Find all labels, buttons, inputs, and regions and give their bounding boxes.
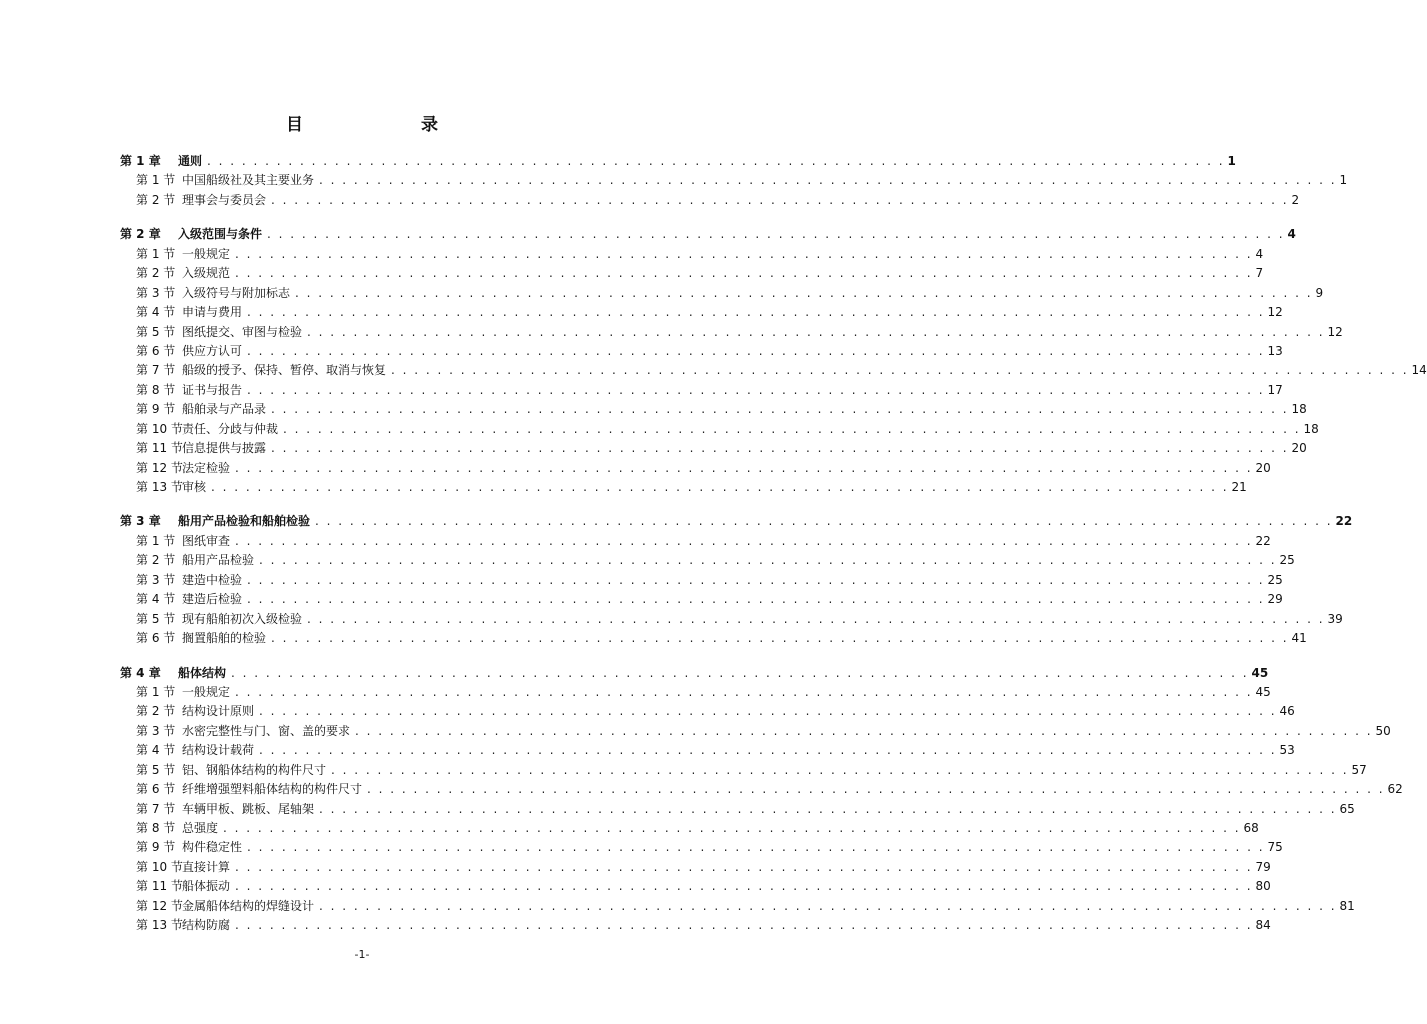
- entry-number: 第 11 节: [136, 441, 183, 456]
- entry-number: 第 5 节: [136, 324, 176, 339]
- dot-leader: . . . . . . . . . . . . . . . . . . . . . . . . . . . . . . . . . . . . . . . . . . . . . . . . . . . . . . . . . . . . . . . . . . . . . . . . . . . . . . . . . . . . . . . .: [367, 782, 1385, 797]
- entry-page-number: 22: [1255, 533, 1271, 548]
- entry-title: 责任、分歧与仲裁: [182, 421, 279, 436]
- entry-title: 图纸审查: [182, 533, 231, 548]
- entry-title: 船体振动: [182, 879, 231, 894]
- entry-page-number: 57: [1351, 762, 1367, 777]
- section-entry[interactable]: [136, 629, 1307, 648]
- section-entry[interactable]: [136, 838, 1283, 857]
- page-number-footer: -1-: [354, 948, 370, 961]
- entry-page-number: 41: [1291, 631, 1307, 646]
- entry-title: 证书与报告: [182, 382, 243, 397]
- entry-title: 一般规定: [182, 246, 231, 261]
- dot-leader: . . . . . . . . . . . . . . . . . . . . . . . . . . . . . . . . . . . . . . . . . . . . . . . . . . . . . . . . . . . . . . . . . . . . . . . . . . . . . . . . . . . . . . . .: [207, 154, 1225, 168]
- section-entry[interactable]: [136, 264, 1264, 283]
- entry-page-number: 20: [1255, 460, 1271, 475]
- entry-page-number: 4: [1255, 246, 1264, 261]
- entry-title: 入级范围与条件: [178, 227, 263, 242]
- entry-page-number: 39: [1327, 611, 1343, 626]
- entry-number: 第 4 节: [136, 305, 176, 320]
- entry-number: 第 4 节: [136, 592, 176, 607]
- entry-number: 第 8 节: [136, 821, 176, 835]
- entry-title: 审核: [182, 480, 207, 494]
- entry-page-number: 29: [1267, 592, 1283, 607]
- dot-leader: . . . . . . . . . . . . . . . . . . . . . . . . . . . . . . . . . . . . . . . . . . . . . . . . . . . . . . . . . . . . . . . . . . . . . . . . . . . . . . . . . . . . . . . .: [223, 821, 1241, 835]
- entry-page-number: 79: [1255, 859, 1271, 874]
- entry-page-number: 75: [1267, 840, 1283, 855]
- dot-leader: . . . . . . . . . . . . . . . . . . . . . . . . . . . . . . . . . . . . . . . . . . . . . . . . . . . . . . . . . . . . . . . . . . . . . . . . . . . . . . . . . . . . . . . .: [283, 421, 1301, 436]
- dot-leader: . . . . . . . . . . . . . . . . . . . . . . . . . . . . . . . . . . . . . . . . . . . . . . . . . . . . . . . . . . . . . . . . . . . . . . . . . . . . . . . . . . . . . . . .: [235, 533, 1253, 548]
- entry-number: 第 1 节: [136, 246, 176, 261]
- entry-number: 第 2 章: [120, 227, 161, 242]
- dot-leader: . . . . . . . . . . . . . . . . . . . . . . . . . . . . . . . . . . . . . . . . . . . . . . . . . . . . . . . . . . . . . . . . . . . . . . . . . . . . . . . . . . . . . . . .: [319, 173, 1337, 188]
- section-entry[interactable]: [136, 590, 1283, 609]
- entry-title: 建造后检验: [182, 592, 243, 607]
- section-entry[interactable]: [136, 800, 1355, 819]
- chapter-block: [0, 152, 1348, 210]
- section-entry[interactable]: [136, 361, 1427, 380]
- entry-page-number: 4: [1287, 227, 1296, 242]
- dot-leader: . . . . . . . . . . . . . . . . . . . . . . . . . . . . . . . . . . . . . . . . . . . . . . . . . . . . . . . . . . . . . . . . . . . . . . . . . . . . . . . . . . . . . . . .: [267, 227, 1285, 242]
- entry-number: 第 4 章: [120, 665, 161, 680]
- entry-title: 船用产品检验和船舶检验: [178, 514, 311, 529]
- entry-title: 纤维增强塑料船体结构的构件尺寸: [182, 782, 363, 797]
- entry-page-number: 22: [1335, 514, 1353, 529]
- dot-leader: . . . . . . . . . . . . . . . . . . . . . . . . . . . . . . . . . . . . . . . . . . . . . . . . . . . . . . . . . . . . . . . . . . . . . . . . . . . . . . . . . . . . . . . .: [247, 305, 1265, 320]
- entry-title: 船用产品检验: [182, 553, 255, 568]
- entry-page-number: 68: [1243, 821, 1259, 835]
- dot-leader: . . . . . . . . . . . . . . . . . . . . . . . . . . . . . . . . . . . . . . . . . . . . . . . . . . . . . . . . . . . . . . . . . . . . . . . . . . . . . . . . . . . . . . . .: [307, 611, 1325, 626]
- dot-leader: . . . . . . . . . . . . . . . . . . . . . . . . . . . . . . . . . . . . . . . . . . . . . . . . . . . . . . . . . . . . . . . . . . . . . . . . . . . . . . . . . . . . . . . .: [331, 762, 1349, 777]
- entry-title: 现有船舶初次入级检验: [182, 611, 303, 626]
- dot-leader: . . . . . . . . . . . . . . . . . . . . . . . . . . . . . . . . . . . . . . . . . . . . . . . . . . . . . . . . . . . . . . . . . . . . . . . . . . . . . . . . . . . . . . . .: [319, 801, 1337, 816]
- entry-title: 入级规范: [182, 266, 231, 281]
- entry-title: 船级的授予、保持、暂停、取消与恢复: [182, 363, 387, 378]
- entry-number: 第 1 章: [120, 154, 161, 168]
- entry-number: 第 2 节: [136, 192, 176, 207]
- entry-number: 第 2 节: [136, 704, 176, 719]
- chapter-entry[interactable]: [120, 512, 1353, 531]
- entry-title: 一般规定: [182, 684, 231, 699]
- section-entry[interactable]: [136, 683, 1271, 702]
- dot-leader: . . . . . . . . . . . . . . . . . . . . . . . . . . . . . . . . . . . . . . . . . . . . . . . . . . . . . . . . . . . . . . . . . . . . . . . . . . . . . . . . . . . . . . . .: [247, 343, 1265, 358]
- section-entry[interactable]: [136, 702, 1295, 721]
- entry-number: 第 6 节: [136, 782, 176, 797]
- dot-leader: . . . . . . . . . . . . . . . . . . . . . . . . . . . . . . . . . . . . . . . . . . . . . . . . . . . . . . . . . . . . . . . . . . . . . . . . . . . . . . . . . . . . . . . .: [307, 324, 1325, 339]
- entry-page-number: 84: [1255, 918, 1271, 933]
- dot-leader: . . . . . . . . . . . . . . . . . . . . . . . . . . . . . . . . . . . . . . . . . . . . . . . . . . . . . . . . . . . . . . . . . . . . . . . . . . . . . . . . . . . . . . . .: [271, 192, 1289, 207]
- dot-leader: . . . . . . . . . . . . . . . . . . . . . . . . . . . . . . . . . . . . . . . . . . . . . . . . . . . . . . . . . . . . . . . . . . . . . . . . . . . . . . . . . . . . . . . .: [315, 514, 1333, 529]
- chapter-entry[interactable]: [120, 152, 1236, 171]
- dot-leader: . . . . . . . . . . . . . . . . . . . . . . . . . . . . . . . . . . . . . . . . . . . . . . . . . . . . . . . . . . . . . . . . . . . . . . . . . . . . . . . . . . . . . . . .: [295, 285, 1313, 300]
- entry-page-number: 25: [1267, 572, 1283, 587]
- entry-title: 理事会与委员会: [182, 192, 267, 207]
- entry-number: 第 13 节: [136, 480, 183, 494]
- entry-page-number: 46: [1279, 704, 1295, 719]
- entry-title: 结构设计载荷: [182, 743, 255, 758]
- entry-page-number: 18: [1291, 402, 1307, 417]
- entry-number: 第 2 节: [136, 266, 176, 281]
- entry-page-number: 9: [1315, 285, 1324, 300]
- dot-leader: . . . . . . . . . . . . . . . . . . . . . . . . . . . . . . . . . . . . . . . . . . . . . . . . . . . . . . . . . . . . . . . . . . . . . . . . . . . . . . . . . . . . . . . .: [259, 553, 1277, 568]
- entry-number: 第 9 节: [136, 402, 176, 417]
- section-entry[interactable]: [136, 342, 1283, 361]
- entry-page-number: 50: [1375, 723, 1391, 738]
- entry-number: 第 6 节: [136, 631, 176, 646]
- entry-title: 信息提供与披露: [182, 441, 267, 456]
- dot-leader: . . . . . . . . . . . . . . . . . . . . . . . . . . . . . . . . . . . . . . . . . . . . . . . . . . . . . . . . . . . . . . . . . . . . . . . . . . . . . . . . . . . . . . . .: [235, 684, 1253, 699]
- entry-number: 第 3 节: [136, 723, 176, 738]
- entry-title: 铝、钢船体结构的构件尺寸: [182, 762, 327, 777]
- section-entry[interactable]: [136, 819, 1259, 838]
- entry-number: 第 1 节: [136, 173, 176, 188]
- entry-number: 第 12 节: [136, 460, 183, 475]
- entry-title: 直接计算: [182, 859, 231, 874]
- entry-title: 水密完整性与门、窗、盖的要求: [182, 723, 351, 738]
- entry-title: 结构防腐: [182, 918, 231, 933]
- section-entry[interactable]: [136, 761, 1367, 780]
- entry-number: 第 8 节: [136, 382, 176, 397]
- entry-number: 第 12 节: [136, 898, 183, 913]
- entry-page-number: 53: [1279, 743, 1295, 758]
- entry-page-number: 25: [1279, 553, 1295, 568]
- entry-title: 建造中检验: [182, 572, 243, 587]
- section-entry[interactable]: [136, 741, 1295, 760]
- chapter-block: [0, 225, 1427, 497]
- entry-title: 构件稳定性: [182, 840, 243, 855]
- entry-title: 金属船体结构的焊缝设计: [182, 898, 315, 913]
- entry-title: 供应方认可: [182, 343, 243, 358]
- entry-page-number: 18: [1303, 421, 1319, 436]
- dot-leader: . . . . . . . . . . . . . . . . . . . . . . . . . . . . . . . . . . . . . . . . . . . . . . . . . . . . . . . . . . . . . . . . . . . . . . . . . . . . . . . . . . . . . . . .: [231, 665, 1249, 680]
- entry-number: 第 3 节: [136, 285, 176, 300]
- entry-page-number: 45: [1255, 684, 1271, 699]
- entry-number: 第 4 节: [136, 743, 176, 758]
- dot-leader: . . . . . . . . . . . . . . . . . . . . . . . . . . . . . . . . . . . . . . . . . . . . . . . . . . . . . . . . . . . . . . . . . . . . . . . . . . . . . . . . . . . . . . . .: [391, 363, 1409, 378]
- section-entry[interactable]: [136, 780, 1403, 799]
- dot-leader: . . . . . . . . . . . . . . . . . . . . . . . . . . . . . . . . . . . . . . . . . . . . . . . . . . . . . . . . . . . . . . . . . . . . . . . . . . . . . . . . . . . . . . . .: [271, 441, 1289, 456]
- entry-page-number: 65: [1339, 801, 1355, 816]
- section-entry[interactable]: [136, 551, 1295, 570]
- entry-page-number: 1: [1339, 173, 1348, 188]
- entry-page-number: 62: [1387, 782, 1403, 797]
- section-entry[interactable]: [136, 284, 1324, 303]
- table-of-contents: [0, 152, 1427, 951]
- entry-number: 第 9 节: [136, 840, 176, 855]
- section-entry[interactable]: [136, 610, 1343, 629]
- entry-page-number: 14: [1411, 363, 1427, 378]
- entry-number: 第 1 节: [136, 684, 176, 699]
- entry-number: 第 11 节: [136, 879, 183, 894]
- entry-title: 入级符号与附加标志: [182, 285, 291, 300]
- page-title: 目 录: [286, 115, 466, 135]
- section-entry[interactable]: [136, 478, 1247, 497]
- section-entry[interactable]: [136, 722, 1391, 741]
- dot-leader: . . . . . . . . . . . . . . . . . . . . . . . . . . . . . . . . . . . . . . . . . . . . . . . . . . . . . . . . . . . . . . . . . . . . . . . . . . . . . . . . . . . . . . . .: [235, 918, 1253, 933]
- dot-leader: . . . . . . . . . . . . . . . . . . . . . . . . . . . . . . . . . . . . . . . . . . . . . . . . . . . . . . . . . . . . . . . . . . . . . . . . . . . . . . . . . . . . . . . .: [235, 859, 1253, 874]
- dot-leader: . . . . . . . . . . . . . . . . . . . . . . . . . . . . . . . . . . . . . . . . . . . . . . . . . . . . . . . . . . . . . . . . . . . . . . . . . . . . . . . . . . . . . . . .: [235, 460, 1253, 475]
- entry-page-number: 45: [1251, 665, 1269, 680]
- entry-page-number: 2: [1291, 192, 1300, 207]
- section-entry[interactable]: [136, 897, 1355, 916]
- dot-leader: . . . . . . . . . . . . . . . . . . . . . . . . . . . . . . . . . . . . . . . . . . . . . . . . . . . . . . . . . . . . . . . . . . . . . . . . . . . . . . . . . . . . . . . .: [259, 743, 1277, 758]
- section-entry[interactable]: [136, 532, 1271, 551]
- section-entry[interactable]: [136, 191, 1300, 210]
- entry-page-number: 7: [1255, 266, 1264, 281]
- entry-title: 船舶录与产品录: [182, 402, 267, 417]
- entry-title: 中国船级社及其主要业务: [182, 173, 315, 188]
- section-entry[interactable]: [136, 420, 1319, 439]
- dot-leader: . . . . . . . . . . . . . . . . . . . . . . . . . . . . . . . . . . . . . . . . . . . . . . . . . . . . . . . . . . . . . . . . . . . . . . . . . . . . . . . . . . . . . . . .: [271, 631, 1289, 646]
- chapter-entry[interactable]: [120, 225, 1296, 244]
- section-entry[interactable]: [136, 323, 1343, 342]
- dot-leader: . . . . . . . . . . . . . . . . . . . . . . . . . . . . . . . . . . . . . . . . . . . . . . . . . . . . . . . . . . . . . . . . . . . . . . . . . . . . . . . . . . . . . . . .: [247, 840, 1265, 855]
- entry-page-number: 20: [1291, 441, 1307, 456]
- entry-number: 第 10 节: [136, 859, 183, 874]
- chapter-entry[interactable]: [120, 664, 1269, 683]
- entry-page-number: 12: [1327, 324, 1343, 339]
- entry-number: 第 10 节: [136, 421, 183, 436]
- entry-number: 第 7 节: [136, 801, 176, 816]
- entry-title: 车辆甲板、跳板、尾轴架: [182, 801, 315, 816]
- entry-page-number: 12: [1267, 305, 1283, 320]
- entry-title: 法定检验: [182, 460, 231, 475]
- entry-title: 申请与费用: [182, 305, 243, 320]
- entry-title: 通则: [178, 154, 203, 168]
- entry-title: 船体结构: [178, 665, 227, 680]
- dot-leader: . . . . . . . . . . . . . . . . . . . . . . . . . . . . . . . . . . . . . . . . . . . . . . . . . . . . . . . . . . . . . . . . . . . . . . . . . . . . . . . . . . . . . . . .: [247, 382, 1265, 397]
- section-entry[interactable]: [136, 439, 1307, 458]
- entry-page-number: 1: [1227, 154, 1236, 168]
- section-entry[interactable]: [136, 877, 1271, 896]
- dot-leader: . . . . . . . . . . . . . . . . . . . . . . . . . . . . . . . . . . . . . . . . . . . . . . . . . . . . . . . . . . . . . . . . . . . . . . . . . . . . . . . . . . . . . . . .: [271, 402, 1289, 417]
- dot-leader: . . . . . . . . . . . . . . . . . . . . . . . . . . . . . . . . . . . . . . . . . . . . . . . . . . . . . . . . . . . . . . . . . . . . . . . . . . . . . . . . . . . . . . . .: [235, 879, 1253, 894]
- entry-page-number: 17: [1267, 382, 1283, 397]
- dot-leader: . . . . . . . . . . . . . . . . . . . . . . . . . . . . . . . . . . . . . . . . . . . . . . . . . . . . . . . . . . . . . . . . . . . . . . . . . . . . . . . . . . . . . . . .: [247, 572, 1265, 587]
- section-entry[interactable]: [136, 381, 1283, 400]
- dot-leader: . . . . . . . . . . . . . . . . . . . . . . . . . . . . . . . . . . . . . . . . . . . . . . . . . . . . . . . . . . . . . . . . . . . . . . . . . . . . . . . . . . . . . . . .: [355, 723, 1373, 738]
- entry-title: 总强度: [182, 821, 219, 835]
- entry-title: 结构设计原则: [182, 704, 255, 719]
- dot-leader: . . . . . . . . . . . . . . . . . . . . . . . . . . . . . . . . . . . . . . . . . . . . . . . . . . . . . . . . . . . . . . . . . . . . . . . . . . . . . . . . . . . . . . . .: [235, 246, 1253, 261]
- entry-title: 搁置船舶的检验: [182, 631, 267, 646]
- entry-title: 图纸提交、审图与检验: [182, 324, 303, 339]
- dot-leader: . . . . . . . . . . . . . . . . . . . . . . . . . . . . . . . . . . . . . . . . . . . . . . . . . . . . . . . . . . . . . . . . . . . . . . . . . . . . . . . . . . . . . . . .: [235, 266, 1253, 281]
- entry-number: 第 3 节: [136, 572, 176, 587]
- section-entry[interactable]: [136, 459, 1271, 478]
- entry-number: 第 2 节: [136, 553, 176, 568]
- dot-leader: . . . . . . . . . . . . . . . . . . . . . . . . . . . . . . . . . . . . . . . . . . . . . . . . . . . . . . . . . . . . . . . . . . . . . . . . . . . . . . . . . . . . . . . .: [319, 898, 1337, 913]
- entry-number: 第 1 节: [136, 533, 176, 548]
- section-entry[interactable]: [136, 858, 1271, 877]
- chapter-block: [0, 664, 1403, 936]
- section-entry[interactable]: [136, 571, 1283, 590]
- chapter-block: [0, 512, 1353, 648]
- entry-number: 第 5 节: [136, 611, 176, 626]
- entry-number: 第 5 节: [136, 762, 176, 777]
- section-entry[interactable]: [136, 171, 1348, 190]
- entry-number: 第 3 章: [120, 514, 161, 529]
- dot-leader: . . . . . . . . . . . . . . . . . . . . . . . . . . . . . . . . . . . . . . . . . . . . . . . . . . . . . . . . . . . . . . . . . . . . . . . . . . . . . . . . . . . . . . . .: [211, 480, 1229, 494]
- section-entry[interactable]: [136, 916, 1271, 935]
- entry-number: 第 13 节: [136, 918, 183, 933]
- entry-page-number: 21: [1231, 480, 1247, 494]
- dot-leader: . . . . . . . . . . . . . . . . . . . . . . . . . . . . . . . . . . . . . . . . . . . . . . . . . . . . . . . . . . . . . . . . . . . . . . . . . . . . . . . . . . . . . . . .: [259, 704, 1277, 719]
- section-entry[interactable]: [136, 400, 1307, 419]
- entry-number: 第 6 节: [136, 343, 176, 358]
- entry-page-number: 13: [1267, 343, 1283, 358]
- entry-number: 第 7 节: [136, 363, 176, 378]
- dot-leader: . . . . . . . . . . . . . . . . . . . . . . . . . . . . . . . . . . . . . . . . . . . . . . . . . . . . . . . . . . . . . . . . . . . . . . . . . . . . . . . . . . . . . . . .: [247, 592, 1265, 607]
- section-entry[interactable]: [136, 303, 1283, 322]
- entry-page-number: 80: [1255, 879, 1271, 894]
- entry-page-number: 81: [1339, 898, 1355, 913]
- section-entry[interactable]: [136, 245, 1264, 264]
